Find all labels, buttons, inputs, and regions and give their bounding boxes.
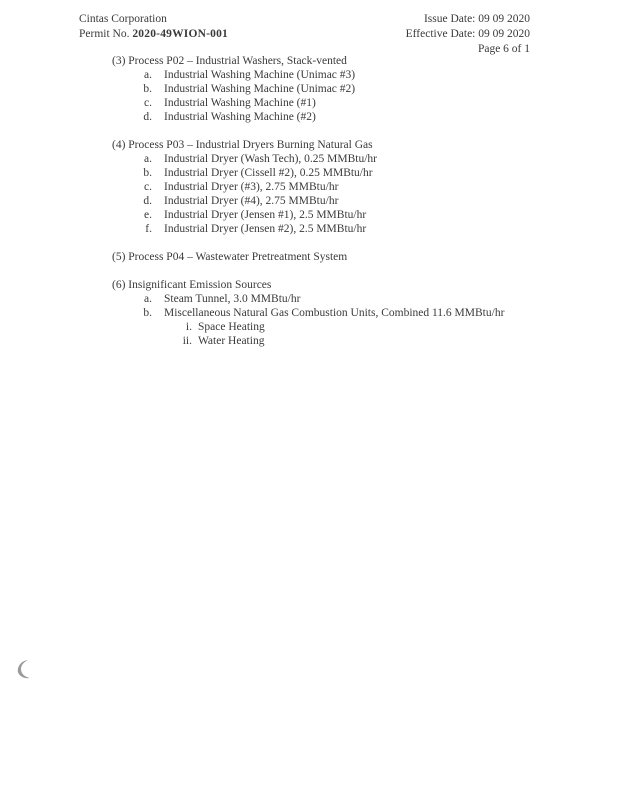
list-marker: i. <box>185 321 192 333</box>
section-title: (4) Process P03 – Industrial Dryers Burning Natural Gas <box>112 139 373 151</box>
list-marker: b. <box>143 307 152 319</box>
list-text: Industrial Washing Machine (Unimac #2) <box>164 83 356 95</box>
issue-date: Issue Date: 09 09 2020 <box>423 13 530 25</box>
list-text: Water Heating <box>198 335 265 347</box>
list-marker: f. <box>145 223 152 235</box>
list-marker: a. <box>144 69 152 81</box>
list-text: Space Heating <box>198 321 265 333</box>
header-left <box>79 12 228 42</box>
list-marker: a. <box>144 153 152 165</box>
permit-label: Permit No. <box>79 28 130 40</box>
list-marker: e. <box>144 209 152 221</box>
list-marker: c. <box>144 97 152 109</box>
page-number: Page 6 of 1 <box>477 43 530 55</box>
section-title: (5) Process P04 – Wastewater Pretreatment System <box>112 251 348 263</box>
company-name: Cintas Corporation <box>79 13 167 25</box>
list-marker: b. <box>143 83 152 95</box>
list-text: Miscellaneous Natural Gas Combustion Units, Combined 11.6 MMBtu/hr <box>164 307 505 319</box>
list-marker: d. <box>143 111 152 123</box>
section-title: (6) Insignificant Emission Sources <box>112 279 272 291</box>
list-marker: b. <box>143 167 152 179</box>
list-text: Industrial Dryer (#4), 2.75 MMBtu/hr <box>164 195 339 207</box>
list-text: Steam Tunnel, 3.0 MMBtu/hr <box>164 293 301 305</box>
list-text: Industrial Dryer (Jensen #2), 2.5 MMBtu/hr <box>164 223 367 235</box>
list-marker: c. <box>144 181 152 193</box>
list-text: Industrial Washing Machine (#2) <box>164 111 316 123</box>
list-marker: d. <box>143 195 152 207</box>
list-text: Industrial Dryer (Wash Tech), 0.25 MMBtu/hr <box>164 153 378 165</box>
list-text: Industrial Dryer (Jensen #1), 2.5 MMBtu/hr <box>164 209 367 221</box>
header-right <box>406 12 530 57</box>
section-title: (3) Process P02 – Industrial Washers, Stack-vented <box>112 55 347 67</box>
effective-date: Effective Date: 09 09 2020 <box>405 28 530 40</box>
permit-line <box>79 27 228 42</box>
list-marker: a. <box>144 293 152 305</box>
list-text: Industrial Dryer (#3), 2.75 MMBtu/hr <box>164 181 339 193</box>
list-text: Industrial Washing Machine (Unimac #3) <box>164 69 356 81</box>
crescent-mark-icon <box>14 658 36 680</box>
list-text: Industrial Dryer (Cissell #2), 0.25 MMBtu/hr <box>164 167 373 179</box>
list-marker: ii. <box>182 335 192 347</box>
list-text: Industrial Washing Machine (#1) <box>164 97 316 109</box>
permit-number: 2020-49WION-001 <box>132 28 228 40</box>
